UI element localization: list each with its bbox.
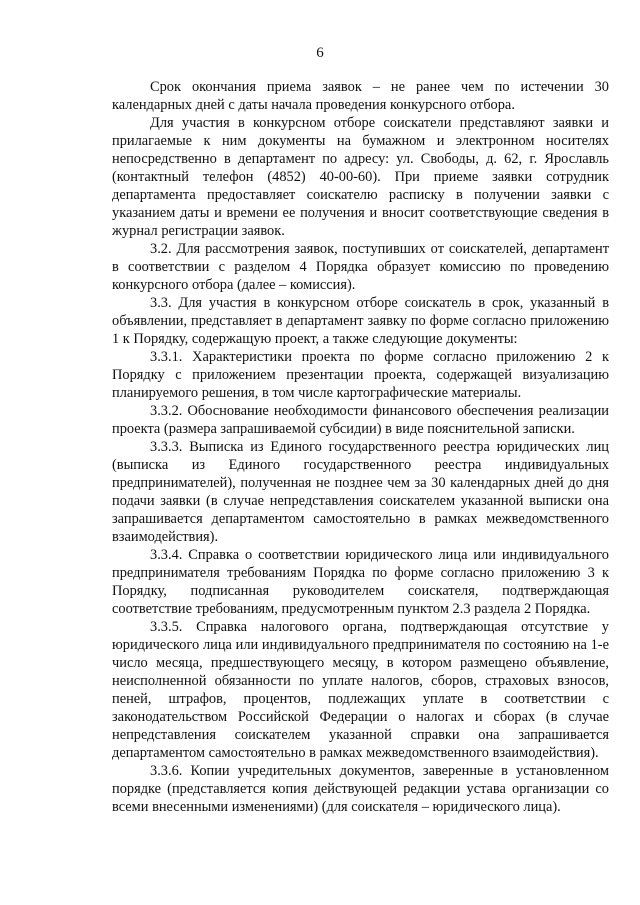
- paragraph-3-3: 3.3. Для участия в конкурсном отборе соискатель в срок, указанный в объявлении, представляет в департамент заявку по форме согласно приложению 1 к Порядку, содержащую проект, а также следующие документы:: [112, 295, 609, 347]
- paragraph-3-3-5: 3.3.5. Справка налогового органа, подтверждающая отсутствие у юридического лица или индивидуального предпринимателя по состоянию на 1-е число месяца, предшествующего месяцу, в котором размещено объявление, неисполненной обязанности по уплате налогов, сборов, страховых взносов, пеней, штрафов, процентов, подлежащих уплате в соответствии с законодательством Российской Федерации о налогах и сборах (в случае непредставления соискателем указанной справки она запрашивается департаментом самостоятельно в рамках межведомственного взаимодействия).: [112, 619, 609, 761]
- paragraph-3-3-6: 3.3.6. Копии учредительных документов, заверенные в установленном порядке (представляется копия действующей редакции устава организации со всеми внесенными изменениями) (для соискателя – юридического лица).: [112, 763, 609, 815]
- page-number: 6: [316, 45, 324, 61]
- paragraph-3-3-4: 3.3.4. Справка о соответствии юридического лица или индивидуального предпринимателя требованиям Порядка по форме согласно приложению 3 к Порядку, подписанная руководителем соискателя, подтверждающая соответствие требованиям, предусмотренным пунктом 2.3 раздела 2 Порядка.: [112, 547, 609, 617]
- paragraph-3-2: 3.2. Для рассмотрения заявок, поступивших от соискателей, департамент в соответствии с разделом 4 Порядка образует комиссию по проведению конкурсного отбора (далее – комиссия).: [112, 241, 609, 293]
- paragraph-deadline: Срок окончания приема заявок – не ранее чем по истечении 30 календарных дней с даты начала проведения конкурсного отбора.: [112, 79, 609, 113]
- paragraph-3-3-1: 3.3.1. Характеристики проекта по форме согласно приложению 2 к Порядку с приложением презентации проекта, содержащей визуализацию планируемого решения, в том числе картографические материалы.: [112, 349, 609, 401]
- document-body: [112, 78, 609, 816]
- paragraph-3-3-3: 3.3.3. Выписка из Единого государственного реестра юридических лиц (выписка из Единого государственного реестра индивидуальных предпринимателей), полученная не позднее чем за 30 календарных дней до дня подачи заявки (в случае непредставления соискателем указанной выписки она запрашивается департаментом самостоятельно в рамках межведомственного взаимодействия).: [112, 439, 609, 545]
- paragraph-3-3-2: 3.3.2. Обоснование необходимости финансового обеспечения реализации проекта (размера запрашиваемой субсидии) в виде пояснительной записки.: [112, 403, 609, 437]
- paragraph-submission: Для участия в конкурсном отборе соискатели представляют заявки и прилагаемые к ним документы на бумажном и электронном носителях непосредственно в департамент по адресу: ул. Свободы, д. 62, г. Ярославль (контактный телефон (4852) 40-00-60). При приеме заявки сотрудник департамента предоставляет соискателю расписку в получении заявки с указанием даты и времени ее получения и вносит соответствующие сведения в журнал регистрации заявок.: [112, 115, 609, 239]
